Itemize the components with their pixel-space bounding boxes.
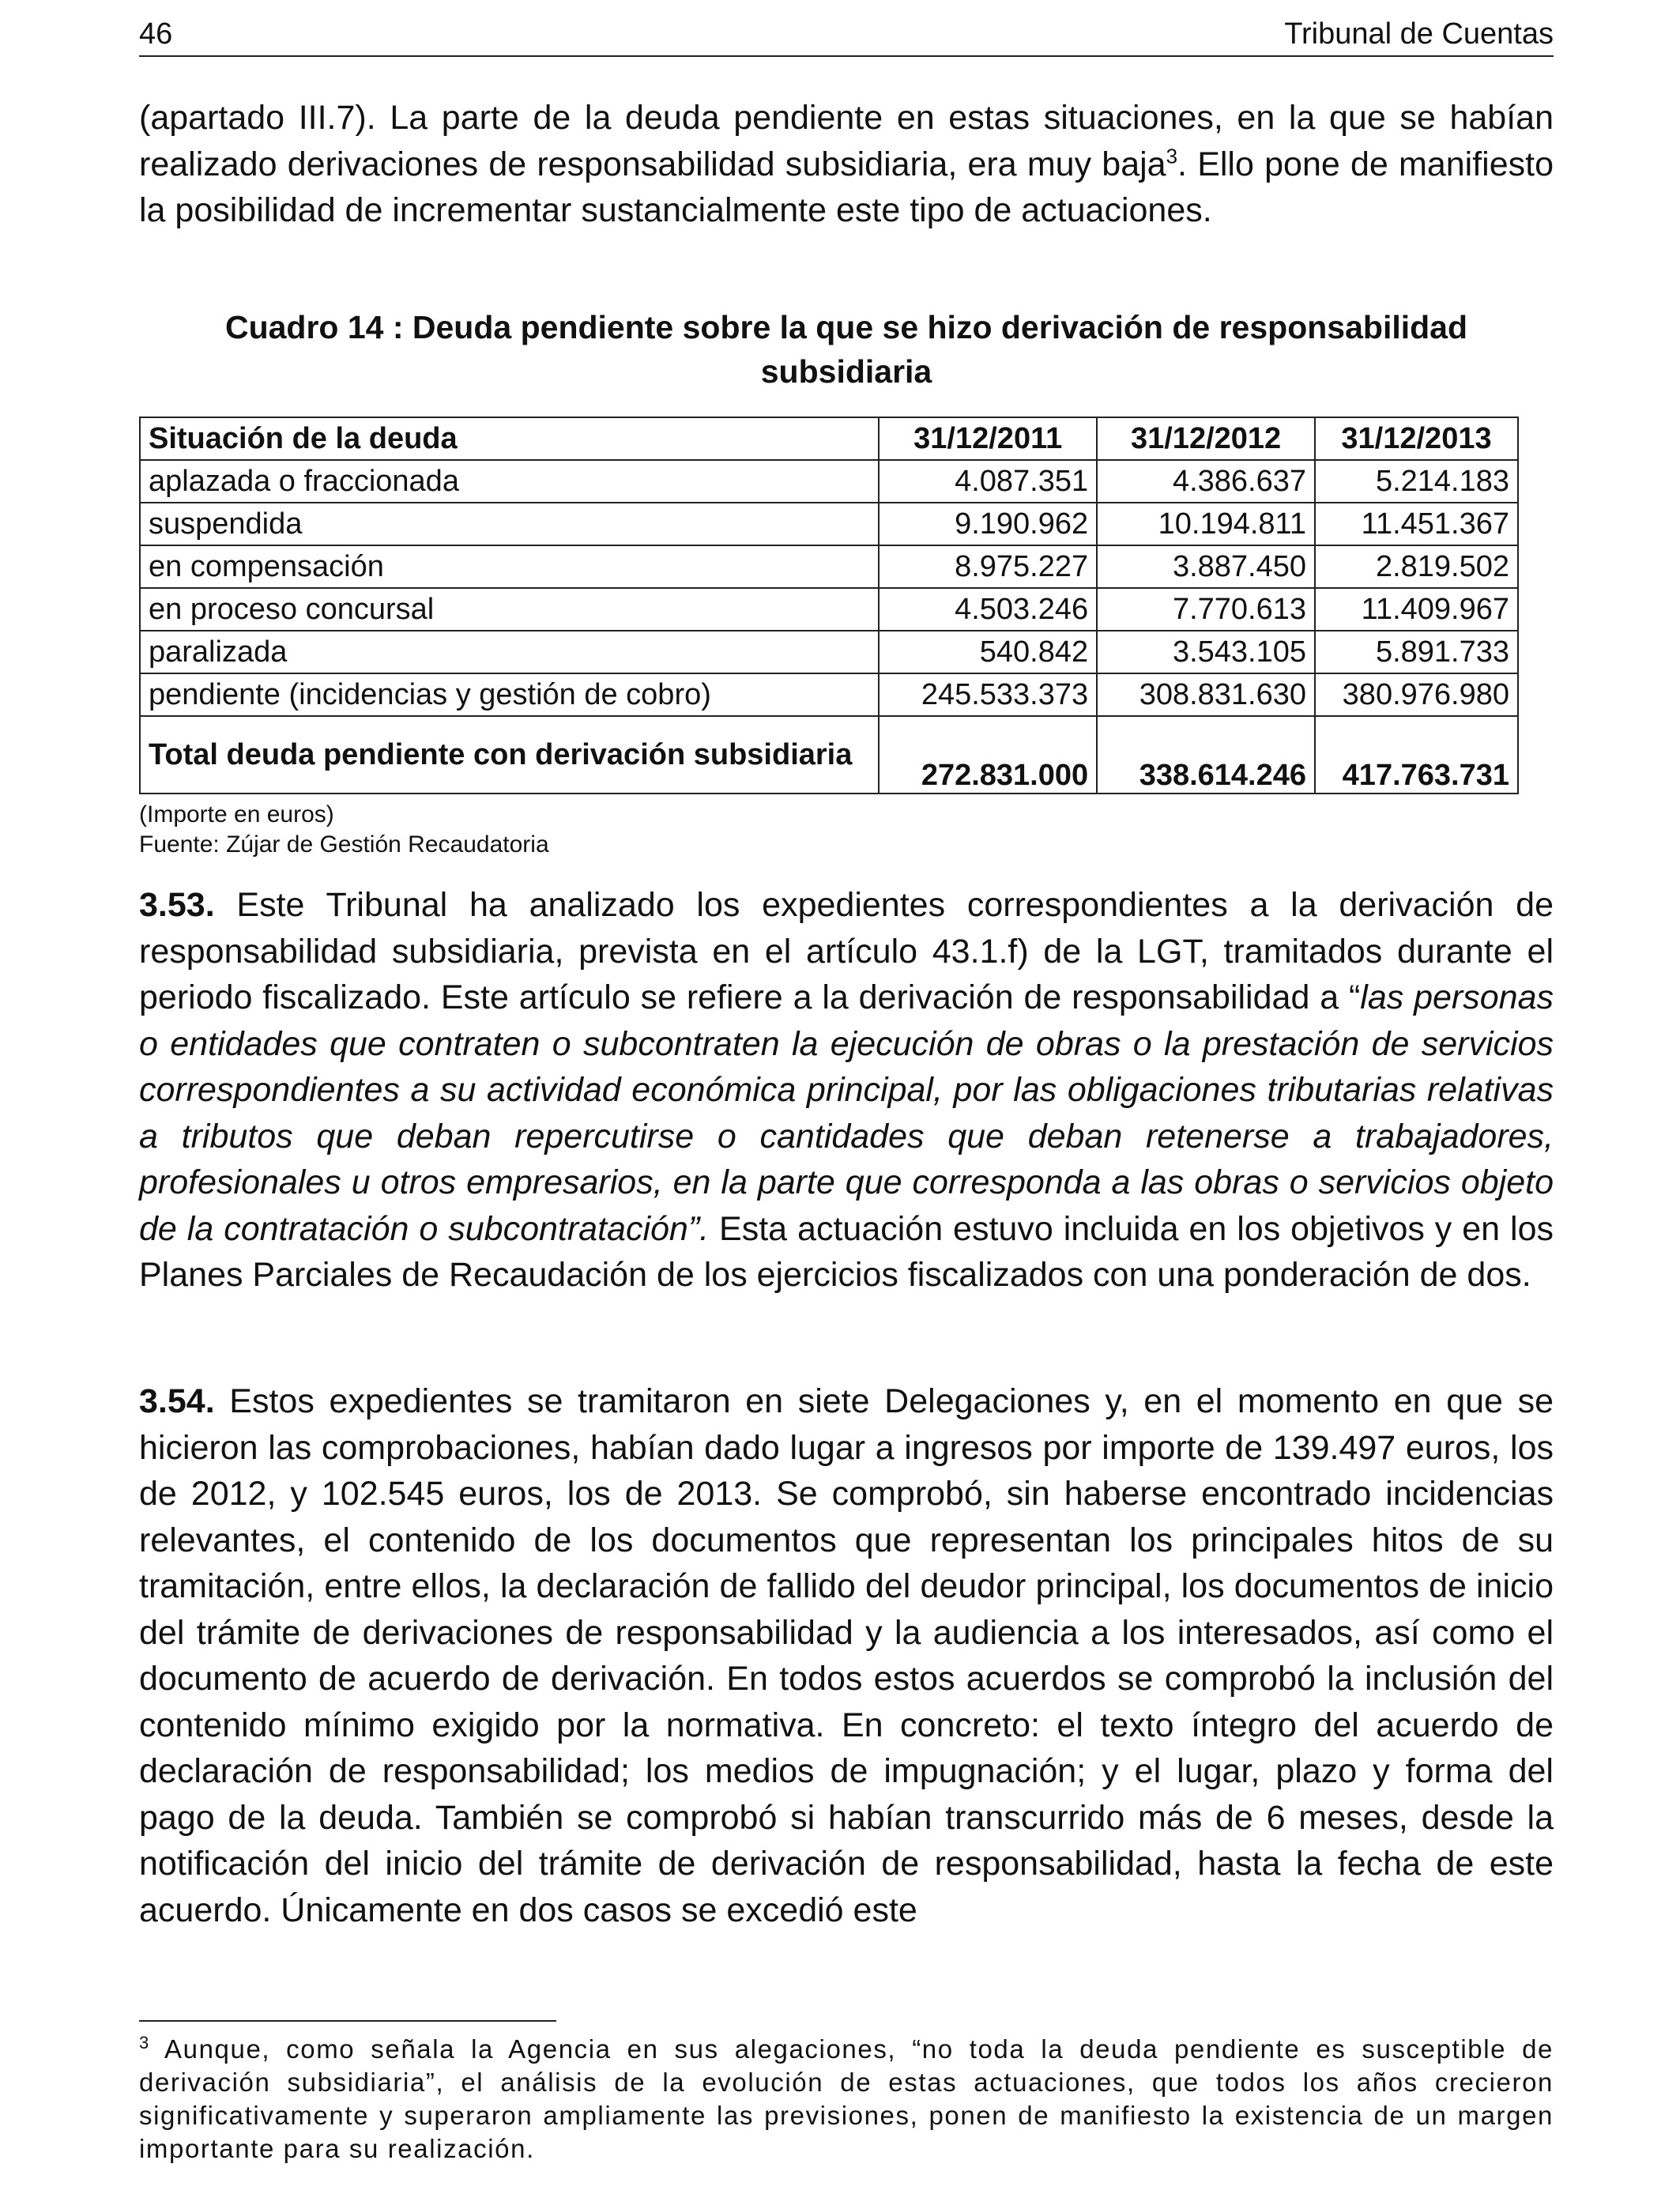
table-row — [140, 673, 1518, 716]
table-cell: 245.533.373 — [879, 673, 1097, 716]
paragraph-number: 3.53. — [139, 886, 215, 924]
table-cell: 2.819.502 — [1315, 545, 1518, 588]
total-cell: 338.614.246 — [1097, 716, 1315, 794]
footnote-marker: 3 — [139, 2033, 150, 2053]
paragraph-text-end: Esta actuación estuvo incluida en los objetivos y en los Planes Parciales de Recaudación de los ejercicios fiscalizados con una ponderación de dos. — [139, 1209, 1554, 1294]
table-row — [140, 460, 1518, 503]
footnote-separator — [139, 2020, 556, 2022]
table-cell: 540.842 — [879, 631, 1097, 673]
table-row — [140, 588, 1518, 631]
row-label: aplazada o fraccionada — [140, 460, 879, 503]
paragraph-text: Estos expedientes se tramitaron en siete Delegaciones y, en el momento en que se hicieron las comprobaciones, habían dado lugar a ingresos por importe de 139.497 euros, los de 2012, y 102.545 euros, los de 2013. Se comprobó, sin haberse encontrado incidencias relevantes, el contenido de los documentos que representan los principales hitos de su tramitación, entre ellos, la declaración de fallido del deudor principal, los documentos de inicio del trámite de derivaciones de responsabilidad y la audiencia a los interesados, así como el documento de acuerdo de derivación. En todos estos acuerdos se comprobó la inclusión del contenido mínimo exigido por la normativa. En concreto: el texto íntegro del acuerdo de declaración de responsabilidad; los medios de impugnación; y el lugar, plazo y forma del pago de la deuda. También se comprobó si habían transcurrido más de 6 meses, desde la notificación del inicio del trámite de derivación de responsabilidad, hasta la fecha de este acuerdo. Únicamente en dos casos se excedió este — [139, 1382, 1554, 1929]
table-cell: 11.409.967 — [1315, 588, 1518, 631]
table-cell: 308.831.630 — [1097, 673, 1315, 716]
table-caption: Cuadro 14 : Deuda pendiente sobre la que se hizo derivación de responsabilidad subsidiaria — [224, 309, 1468, 390]
paragraph-number: 3.54. — [139, 1382, 215, 1420]
column-header: 31/12/2013 — [1315, 417, 1518, 460]
intro-text-end: . Ello pone de manifiesto la posibilidad de incrementar sustancialmente este tipo de actuaciones. — [139, 145, 1554, 229]
page-number: 46 — [139, 17, 173, 51]
table-cell: 5.891.733 — [1315, 631, 1518, 673]
column-header: Situación de la deuda — [140, 417, 879, 460]
table-units-note: (Importe en euros) — [139, 801, 334, 827]
table-cell: 8.975.227 — [879, 545, 1097, 588]
row-label: pendiente (incidencias y gestión de cobro) — [140, 673, 879, 716]
row-label: suspendida — [140, 503, 879, 545]
page-header — [139, 17, 1554, 57]
table-cell: 7.770.613 — [1097, 588, 1315, 631]
table-cell: 3.887.450 — [1097, 545, 1315, 588]
table-row — [140, 545, 1518, 588]
footnote — [139, 2033, 1554, 2166]
table-cell: 5.214.183 — [1315, 460, 1518, 503]
intro-text: (apartado III.7). La parte de la deuda pendiente en estas situaciones, en la que se habían realizado derivaciones de responsabilidad subsidiaria, era muy baja — [139, 99, 1554, 183]
paragraph-text: Este Tribunal ha analizado los expedientes correspondientes a la derivación de responsabilidad subsidiaria, prevista en el artículo 43.1.f) de la LGT, tramitados durante el periodo fiscalizado. Este artículo se refiere a la derivación de responsabilidad a “ — [139, 886, 1554, 1016]
row-label: paralizada — [140, 631, 879, 673]
legal-quote: las personas o entidades que contraten o subcontraten la ejecución de obras o la prestación de servicios correspondientes a su actividad económica principal, por las obligaciones tributarias relativas a tributos que deban repercutirse o cantidades que deban retenerse a trabajadores, profesionales u otros empresarios, en la parte que corresponda a las obras o servicios objeto de la contratación o subcontratación”. — [139, 978, 1554, 1248]
table-cell: 11.451.367 — [1315, 503, 1518, 545]
table-cell: 4.386.637 — [1097, 460, 1315, 503]
table-cell: 9.190.962 — [879, 503, 1097, 545]
column-header: 31/12/2012 — [1097, 417, 1315, 460]
running-title: Tribunal de Cuentas — [1284, 17, 1554, 51]
total-cell: 272.831.000 — [879, 716, 1097, 794]
table-source-note: Fuente: Zújar de Gestión Recaudatoria — [139, 831, 549, 858]
row-label: en proceso concursal — [140, 588, 879, 631]
table-cell: 4.503.246 — [879, 588, 1097, 631]
table-row — [140, 503, 1518, 545]
paragraph-3-53 — [139, 882, 1554, 1299]
table-cell: 380.976.980 — [1315, 673, 1518, 716]
total-cell: 417.763.731 — [1315, 716, 1518, 794]
table-header-row — [140, 417, 1518, 460]
total-label: Total deuda pendiente con derivación subsidiaria — [140, 716, 879, 794]
row-label: en compensación — [140, 545, 879, 588]
paragraph-3-54 — [139, 1378, 1554, 1933]
table-cell: 3.543.105 — [1097, 631, 1315, 673]
table-cell: 10.194.811 — [1097, 503, 1315, 545]
table-row — [140, 631, 1518, 673]
intro-paragraph — [139, 95, 1554, 234]
table-total-row — [140, 716, 1518, 794]
column-header: 31/12/2011 — [879, 417, 1097, 460]
footnote-reference[interactable]: 3 — [1166, 144, 1178, 168]
debt-table — [139, 417, 1519, 794]
footnote-text: Aunque, como señala la Agencia en sus alegaciones, “no toda la deuda pendiente es susceptible de derivación subsidiaria”, el análisis de la evolución de estas actuaciones, que todos los años crecieron significativamente y superaron ampliamente las previsiones, ponen de manifiesto la existencia de un margen importante para su realización. — [139, 2034, 1554, 2163]
table-cell: 4.087.351 — [879, 460, 1097, 503]
